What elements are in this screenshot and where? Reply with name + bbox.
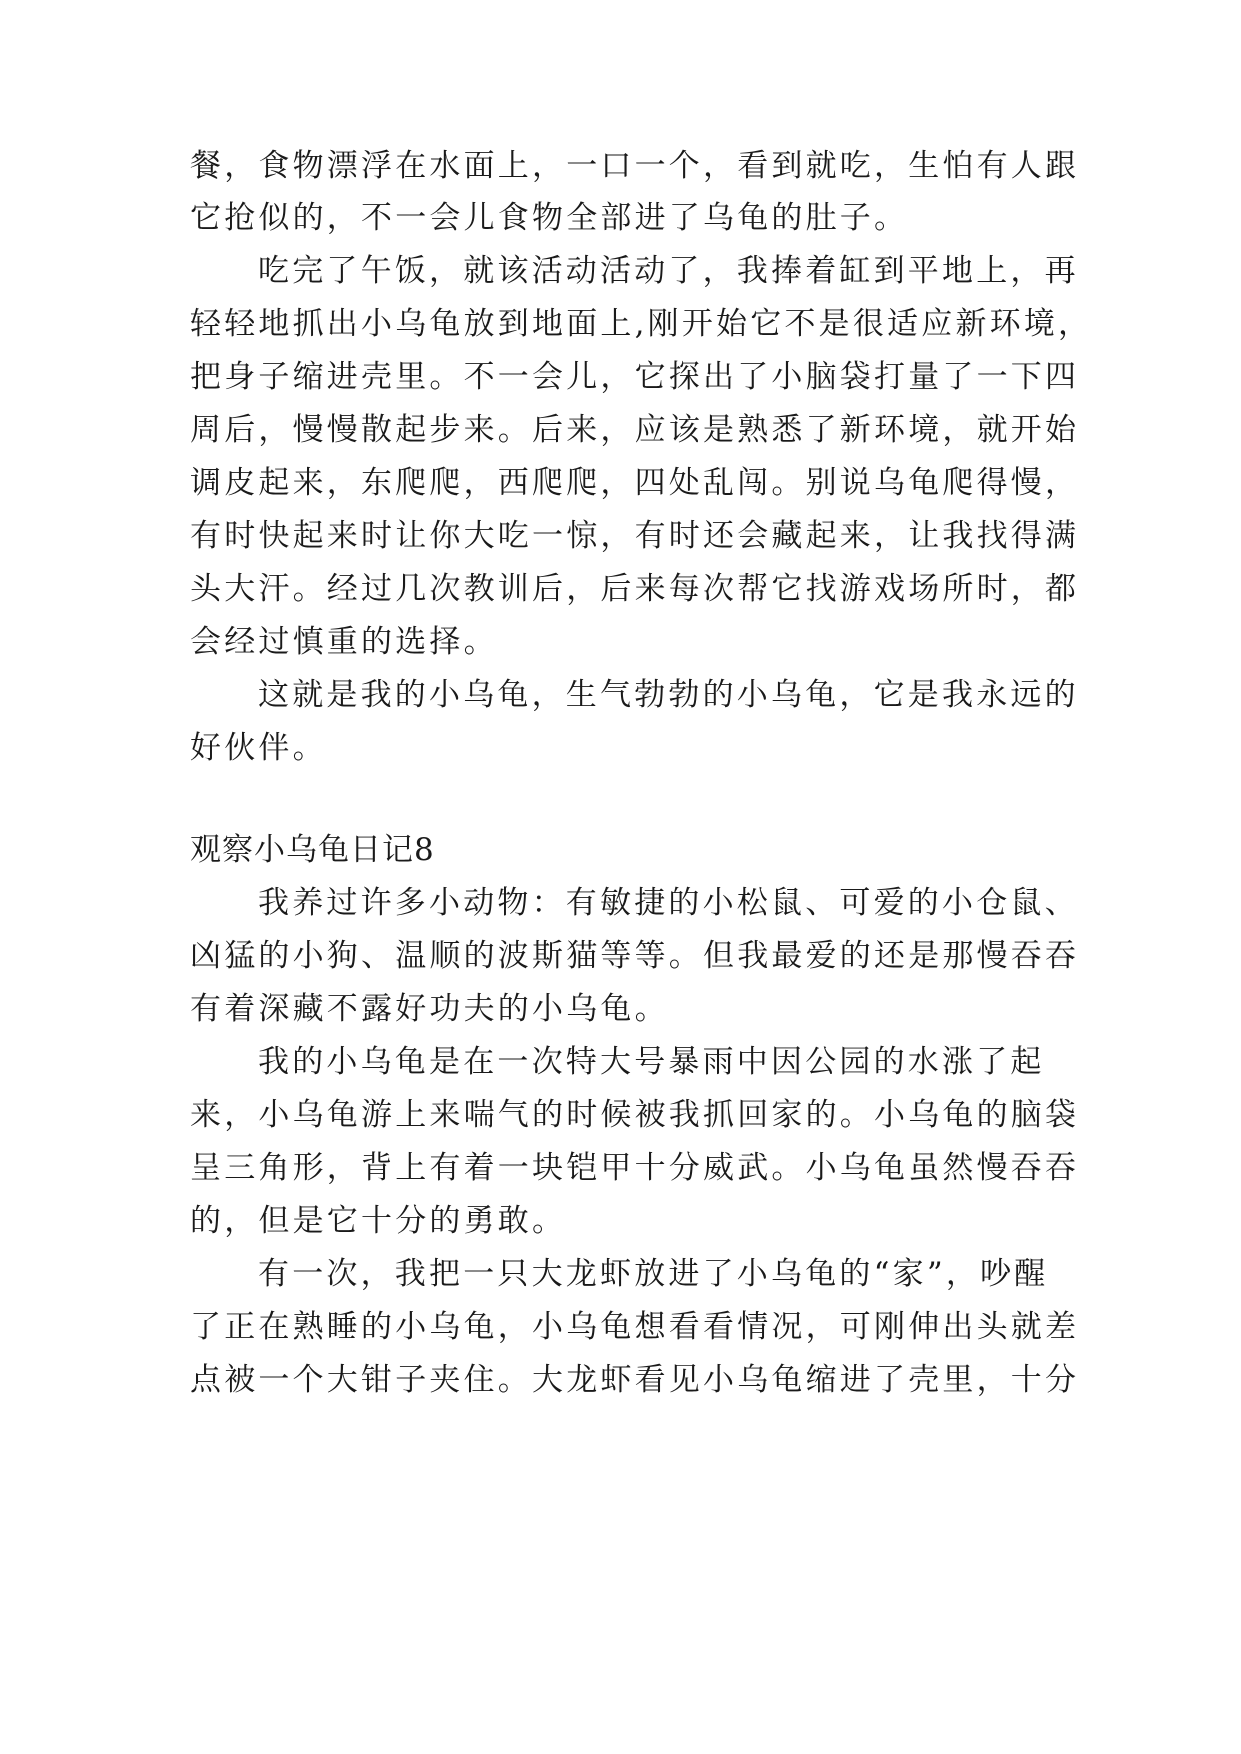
- text-line: 凶猛的小狗、温顺的波斯猫等等。但我最爱的还是那慢吞吞: [190, 938, 1080, 974]
- text-line: 好伙伴。: [190, 730, 327, 766]
- text-line: 有一次，我把一只大龙虾放进了小乌龟的“家”，吵醒: [258, 1256, 1049, 1292]
- text-line: 呈三角形，背上有着一块铠甲十分威武。小乌龟虽然慢吞吞: [190, 1150, 1080, 1186]
- text-line: 头大汗。经过几次教训后，后来每次帮它找游戏场所时，都: [190, 571, 1080, 607]
- text-line: 调皮起来，东爬爬，西爬爬，四处乱闯。别说乌龟爬得慢，: [190, 465, 1080, 501]
- text-line: 的，但是它十分的勇敢。: [190, 1203, 567, 1239]
- text-line: 来，小乌龟游上来喘气的时候被我抓回家的。小乌龟的脑袋: [190, 1097, 1080, 1133]
- text-line: 把身子缩进壳里。不一会儿，它探出了小脑袋打量了一下四: [190, 359, 1080, 395]
- text-line: 点被一个大钳子夹住。大龙虾看见小乌龟缩进了壳里，十分: [190, 1362, 1080, 1398]
- text-line: 轻轻地抓出小乌龟放到地面上,刚开始它不是很适应新环境，: [190, 306, 1093, 342]
- text-line: 周后，慢慢散起步来。后来，应该是熟悉了新环境，就开始: [190, 412, 1080, 448]
- text-line: 会经过慎重的选择。: [190, 624, 498, 660]
- text-line: 有着深藏不露好功夫的小乌龟。: [190, 991, 669, 1027]
- text-line: 我养过许多小动物：有敏捷的小松鼠、可爱的小仓鼠、: [258, 885, 1079, 921]
- text-line: 了正在熟睡的小乌龟，小乌龟想看看情况，可刚伸出头就差: [190, 1309, 1080, 1345]
- text-line: 餐，食物漂浮在水面上，一口一个，看到就吃，生怕有人跟: [190, 148, 1080, 184]
- text-line: 这就是我的小乌龟，生气勃勃的小乌龟，它是我永远的: [258, 677, 1079, 713]
- text-line: 有时快起来时让你大吃一惊，有时还会藏起来，让我找得满: [190, 518, 1080, 554]
- section-title: 观察小乌龟日记8: [190, 832, 435, 868]
- text-line: 我的小乌龟是在一次特大号暴雨中因公园的水涨了起: [258, 1044, 1045, 1080]
- text-line: 它抢似的，不一会儿食物全部进了乌龟的肚子。: [190, 200, 909, 236]
- text-line: 吃完了午饭，就该活动活动了，我捧着缸到平地上，再: [258, 253, 1079, 289]
